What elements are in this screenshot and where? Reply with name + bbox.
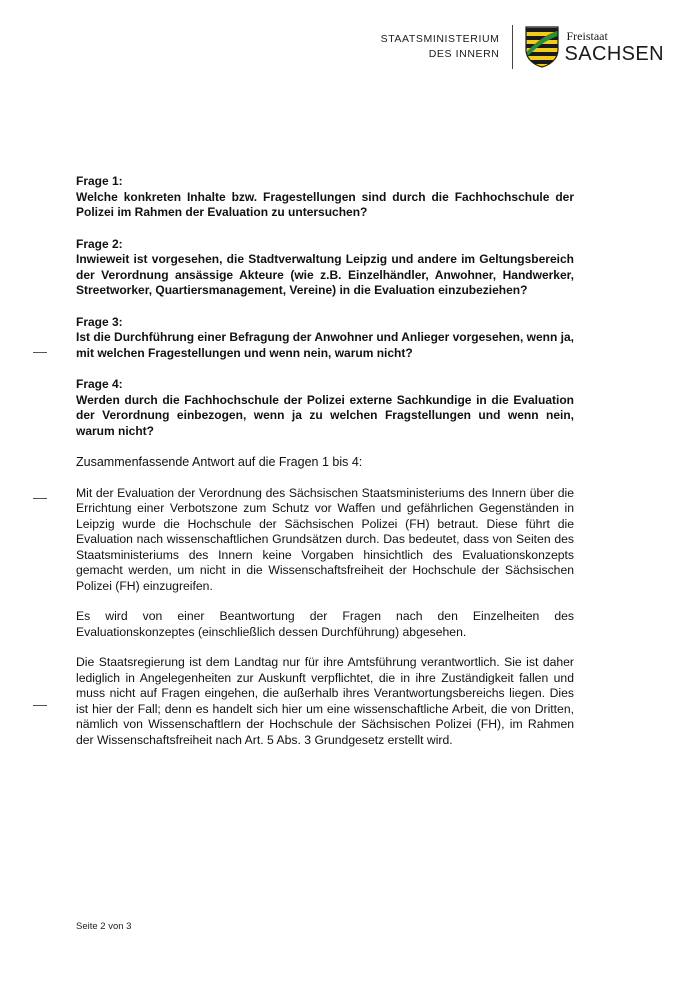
question-block	[76, 174, 574, 221]
question-title: Frage 1:	[76, 174, 123, 188]
letterhead	[381, 22, 664, 72]
state-wordmark-big: SACHSEN	[564, 42, 664, 65]
document-body	[76, 174, 574, 763]
question-block	[76, 237, 574, 299]
ministry-line-2: DES INNERN	[428, 48, 500, 60]
question-text: Ist die Durchführung einer Befragung der Anwohner und Anlieger vorgesehen, wenn ja, mit welchen Fragestellungen und wenn nein, warum nicht?	[76, 330, 574, 360]
state-wordmark	[565, 30, 665, 65]
fold-mark	[33, 705, 47, 706]
question-text: Werden durch die Fachhochschule der Polizei externe Sachkundige in die Evaluation der Verordnung einbezogen, wenn ja zu welchen Fragstellungen und wenn nein, warum nicht?	[76, 392, 574, 438]
question-text: Inwieweit ist vorgesehen, die Stadtverwaltung Leipzig und andere im Geltungsbereich der Verordnung ansässige Akteure (wie z.B. Einzelhändler, Anwohner, Handwerker, Streetworker, Quartiersmanagement, Vereine) in die Evaluation einzubeziehen?	[76, 252, 574, 297]
fold-mark	[33, 352, 47, 353]
answer-paragraph: Es wird von einer Beantwortung der Fragen nach den Einzelheiten des Evaluationskonzeptes (einschließlich dessen Durchführung) abgesehen.	[76, 609, 574, 639]
saxony-coat-of-arms-icon	[525, 26, 559, 68]
question-title: Frage 2:	[76, 236, 123, 251]
ministry-line-1: STAATSMINISTERIUM	[380, 33, 500, 45]
hole-punch-mark	[33, 498, 47, 499]
question-title: Frage 4:	[76, 377, 123, 391]
ministry-name	[381, 32, 512, 62]
question-title: Frage 3:	[76, 314, 123, 329]
question-text: Welche konkreten Inhalte bzw. Fragestellungen sind durch die Fachhochschule der Polizei im Rahmen der Evaluation zu untersuchen?	[76, 189, 574, 219]
question-block	[76, 377, 574, 439]
letterhead-divider	[512, 25, 513, 69]
question-block	[76, 315, 574, 362]
state-wordmark-small: Freistaat	[566, 28, 608, 43]
answer-paragraph: Die Staatsregierung ist dem Landtag nur für ihre Amtsführung verantwortlich. Sie ist daher lediglich in Angelegenheiten zur Auskunft verpflichtet, die in ihre Zuständigkeit fallen und muss nicht auf Fragen eingehen, die außerhalb ihres Verantwortungsbereichs liegen. Dies ist hier der Fall; denn es handelt sich hier um eine wissenschaftliche Arbeit, die von Dritten, nämlich von Wissenschaftlern der Hochschule der Sächsischen Polizei (FH), im Rahmen der Wissenschaftsfreiheit nach Art. 5 Abs. 3 Grundgesetz erstellt wird.	[76, 655, 574, 747]
answer-paragraph: Mit der Evaluation der Verordnung des Sächsischen Staatsministeriums des Innern über die Errichtung einer Verbotszone zum Schutz vor Waffen und gefährlichen Gegenständen in Leipzig wurde die Hochschule der Sächsischen Polizei (FH) betraut. Diese führt die Evaluation nach wissenschaftlichen Grundsätzen durch. Das bedeutet, dass von Seiten des Staatsministeriums des Innern keine Vorgaben hinsichtlich des Evaluationskonzepts gemacht werden, um nicht in die Wissenschaftsfreiheit der Hochschule der Sächsischen Polizei (FH) einzugreifen.	[76, 485, 574, 593]
summary-heading: Zusammenfassende Antwort auf die Fragen 1 bis 4:	[76, 455, 363, 469]
page-number: Seite 2 von 3	[76, 921, 132, 932]
